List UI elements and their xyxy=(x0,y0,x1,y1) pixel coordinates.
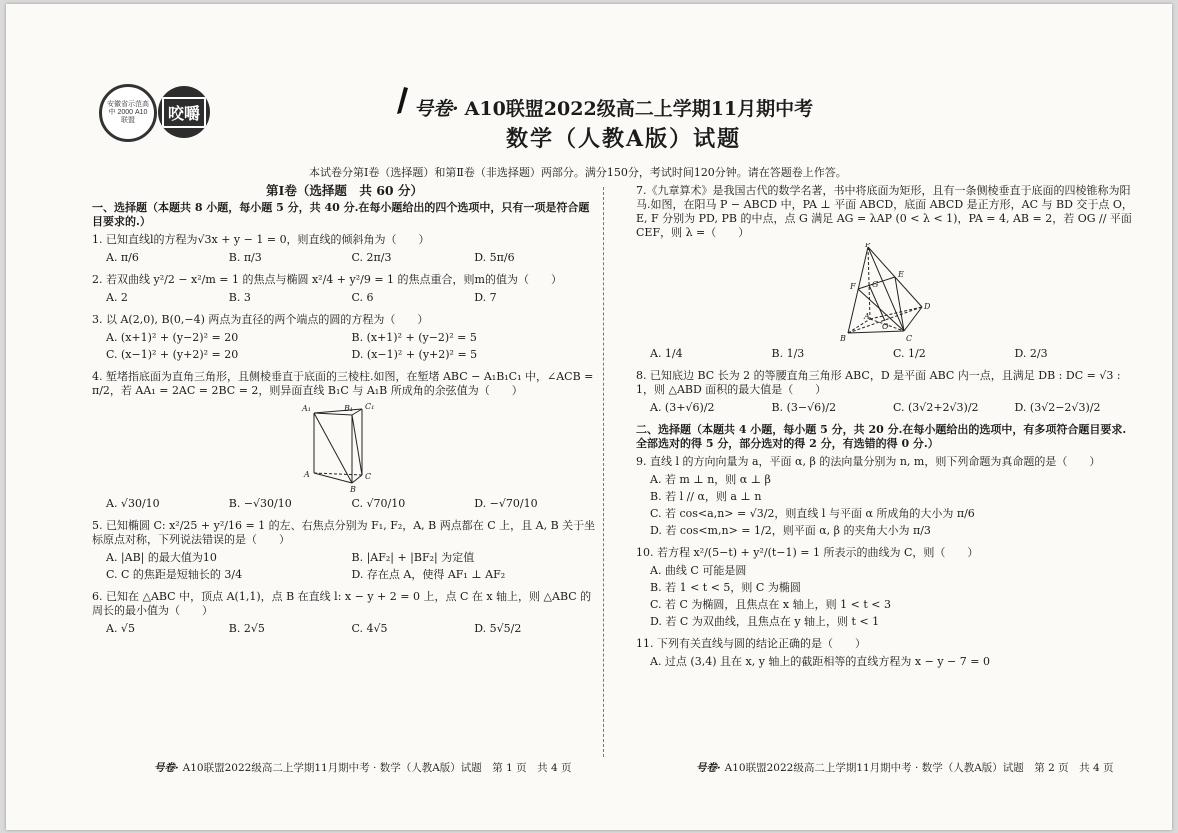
option-c: C. (3√2+2√3)/2 xyxy=(893,401,979,414)
label-b: B xyxy=(840,334,846,343)
section-one-heading: 一、选择题（本题共 8 小题，每小题 5 分，共 40 分.在每小题给出的四个选项中，只有一项是符合题目要求的.） xyxy=(92,201,590,228)
footer-text: A10联盟2022级高二上学期11月期中考 · 数学（人教A版）试题 第 2 页 共 4 页 xyxy=(724,762,1114,774)
option-c: C. 4√5 xyxy=(351,622,388,635)
option-a: A. 过点 (3,4) 且在 x, y 轴上的截距相等的直线方程为 x − y − 7 = 0 xyxy=(650,655,990,668)
pyramid-figure xyxy=(838,243,934,343)
prism-figure xyxy=(300,401,390,493)
alliance-seal-logo xyxy=(99,84,157,142)
option-c: C. √70/10 xyxy=(351,497,406,510)
brush-stroke-icon xyxy=(392,86,410,116)
option-c: C. 1/2 xyxy=(893,347,926,360)
option-d: D. (x−1)² + (y+2)² = 5 xyxy=(351,348,478,361)
exam-instructions: 本试卷分第Ⅰ卷（选择题）和第Ⅱ卷（非选择题）两部分。满分150分，考试时间120分钟。请在答题卷上作答。 xyxy=(309,166,847,179)
exam-title-text: A10联盟2022级高二上学期11月期中考 xyxy=(464,98,814,120)
option-a: A. 2 xyxy=(106,291,128,304)
label-c: C xyxy=(906,334,913,343)
section-two-heading: 二、选择题（本题共 4 小题，每小题 5 分，共 20 分.在每小题给出的选项中，有多项符合题目要求.全部选对的得 5 分，部分选对的得 2 分，有选错的得 0 分.） xyxy=(636,423,1127,450)
label-f: F xyxy=(850,282,856,291)
question-6-options xyxy=(106,622,597,636)
option-a: A. π/6 xyxy=(106,251,139,264)
footer-text: A10联盟2022级高二上学期11月期中考 · 数学（人教A版）试题 第 1 页 共 4 页 xyxy=(182,762,572,774)
question-8-options xyxy=(650,401,1136,415)
option-b: B. (x+1)² + (y−2)² = 5 xyxy=(351,331,477,344)
option-d: D. 5π/6 xyxy=(474,251,515,264)
label-a: A xyxy=(864,312,870,321)
option-a: A. |AB| 的最大值为10 xyxy=(106,551,217,564)
option-d: D. 若 cos<m,n> = 1/2，则平面 α, β 的夹角大小为 π/3 xyxy=(650,524,931,537)
exam-title xyxy=(414,94,813,121)
exam-subject-title: 数学（人教A版）试题 xyxy=(506,126,742,152)
option-b: B. −√30/10 xyxy=(228,497,292,510)
label-c: C xyxy=(364,472,371,481)
question-11: 11. 下列有关直线与圆的结论正确的是（ ） xyxy=(636,637,866,650)
question-1: 1. 已知直线l的方程为√3x + y − 1 = 0，则直线的倾斜角为（ ） xyxy=(92,233,430,246)
option-b: B. |AF₂| + |BF₂| 为定值 xyxy=(351,551,475,564)
question-4-options xyxy=(106,497,597,511)
option-c: C. 2π/3 xyxy=(351,251,392,264)
question-7: 7.《九章算术》是我国古代的数学名著，书中将底面为矩形，且有一条侧棱垂直于底面的四棱锥称为阳马.如图，在阳马 P − ABCD 中，PA ⊥ 平面 ABCD，底面 ABCD 是正方形，AC 与 BD 交于点 O，E, F 分别为 PD, PB 的中点，点 G 满足 AG = λAP (0 < λ < 1)，PA = 4, AB = 2，若 OG // 平面 CEF，则 λ =（ ） xyxy=(636,184,1133,239)
label-d: D xyxy=(924,302,931,311)
exam-sheet xyxy=(6,4,1172,830)
question-3-options xyxy=(106,331,597,362)
footer-brand: 号卷· xyxy=(154,762,179,774)
brand-name: 号卷· xyxy=(414,98,459,120)
option-d: D. −√70/10 xyxy=(474,497,538,510)
question-2: 2. 若双曲线 y²/2 − x²/m = 1 的焦点与椭圆 x²/4 + y²/9 = 1 的焦点重合，则m的值为（ ） xyxy=(92,273,562,286)
column-divider xyxy=(603,187,604,757)
label-a: A xyxy=(303,470,310,479)
label-b1: B₁ xyxy=(343,404,353,413)
right-column xyxy=(636,184,1136,677)
question-4: 4. 堑堵指底面为直角三角形，且侧棱垂直于底面的三棱柱.如图，在堑堵 ABC − A₁B₁C₁ 中，∠ACB = π/2，若 AA₁ = 2AC = 2BC = 2，则异面直线 B₁C 与 A₁B 所成角的余弦值为（ ） xyxy=(92,370,594,397)
option-a: A. 1/4 xyxy=(650,347,683,360)
option-a: A. (x+1)² + (y−2)² = 20 xyxy=(106,331,239,344)
option-b: B. 2√5 xyxy=(228,622,265,635)
option-c: C. (x−1)² + (y+2)² = 20 xyxy=(106,348,239,361)
label-e: E xyxy=(898,270,904,279)
footer-brand: 号卷· xyxy=(696,762,721,774)
part-one-title: 第Ⅰ卷（选择题 共 60 分） xyxy=(266,183,423,198)
question-10-options xyxy=(650,564,1136,629)
option-d: D. 存在点 A，使得 AF₁ ⊥ AF₂ xyxy=(351,568,506,581)
option-d: D. 7 xyxy=(474,291,497,304)
question-5-options xyxy=(106,551,597,582)
option-b: B. π/3 xyxy=(228,251,262,264)
label-g: G xyxy=(872,280,879,289)
footer-page-2 xyxy=(696,760,1114,775)
badge-text: 咬嚼 xyxy=(162,97,206,128)
label-a1: A₁ xyxy=(301,404,311,413)
question-7-options xyxy=(650,347,1136,361)
option-a: A. √30/10 xyxy=(106,497,160,510)
footer-page-1 xyxy=(154,760,572,775)
option-b: B. 若 l // α，则 a ⊥ n xyxy=(650,490,762,503)
label-o: O xyxy=(882,322,889,331)
left-column xyxy=(92,184,597,644)
question-8: 8. 已知底边 BC 长为 2 的等腰直角三角形 ABC，D 是平面 ABC 内一点，且满足 DB : DC = √3 : 1，则 △ABD 面积的最大值是（ ） xyxy=(636,369,1121,396)
option-a: A. 曲线 C 可能是圆 xyxy=(650,564,747,577)
option-a: A. 若 m ⊥ n，则 α ⊥ β xyxy=(650,473,771,486)
seal-text: 安徽省示范高中 2000 A10 联盟 xyxy=(107,101,149,124)
brand-badge-logo xyxy=(158,86,210,138)
question-9-options xyxy=(650,473,1136,538)
option-b: B. 若 1 < t < 5，则 C 为椭圆 xyxy=(650,581,801,594)
option-b: B. 3 xyxy=(228,291,251,304)
option-d: D. 2/3 xyxy=(1014,347,1048,360)
question-5: 5. 已知椭圆 C: x²/25 + y²/16 = 1 的左、右焦点分别为 F₁, F₂，A, B 两点都在 C 上，且 A, B 关于坐标原点对称，下列说法错误的是（ ） xyxy=(92,519,596,546)
option-a: A. (3+√6)/2 xyxy=(650,401,715,414)
question-6: 6. 已知在 △ABC 中，顶点 A(1,1)，点 B 在直线 l: x − y + 2 = 0 上，点 C 在 x 轴上，则 △ABC 的周长的最小值为（ ） xyxy=(92,590,592,617)
option-c: C. 若 C 为椭圆，且焦点在 x 轴上，则 1 < t < 3 xyxy=(650,598,891,611)
question-11-options xyxy=(650,655,1136,669)
option-b: B. (3−√6)/2 xyxy=(771,401,837,414)
question-10: 10. 若方程 x²/(5−t) + y²/(t−1) = 1 所表示的曲线为 C，则（ ） xyxy=(636,546,979,559)
option-d: D. 5√5/2 xyxy=(474,622,522,635)
option-a: A. √5 xyxy=(106,622,135,635)
option-c: C. C 的焦距是短轴长的 3/4 xyxy=(106,568,243,581)
option-d: D. 若 C 为双曲线，且焦点在 y 轴上，则 t < 1 xyxy=(650,615,880,628)
label-p: P xyxy=(865,243,871,249)
option-c: C. 6 xyxy=(351,291,374,304)
label-c1: C₁ xyxy=(364,402,374,411)
option-d: D. (3√2−2√3)/2 xyxy=(1014,401,1101,414)
label-b: B xyxy=(349,485,356,493)
question-3: 3. 以 A(2,0), B(0,−4) 两点为直径的两个端点的圆的方程为（ ） xyxy=(92,313,429,326)
question-1-options xyxy=(106,251,597,265)
question-9: 9. 直线 l 的方向向量为 a，平面 α, β 的法向量分别为 n, m，则下列命题为真命题的是（ ） xyxy=(636,455,1101,468)
option-b: B. 1/3 xyxy=(771,347,805,360)
option-c: C. 若 cos<a,n> = √3/2，则直线 l 与平面 α 所成角的大小为 π/6 xyxy=(650,507,975,520)
question-2-options xyxy=(106,291,597,305)
